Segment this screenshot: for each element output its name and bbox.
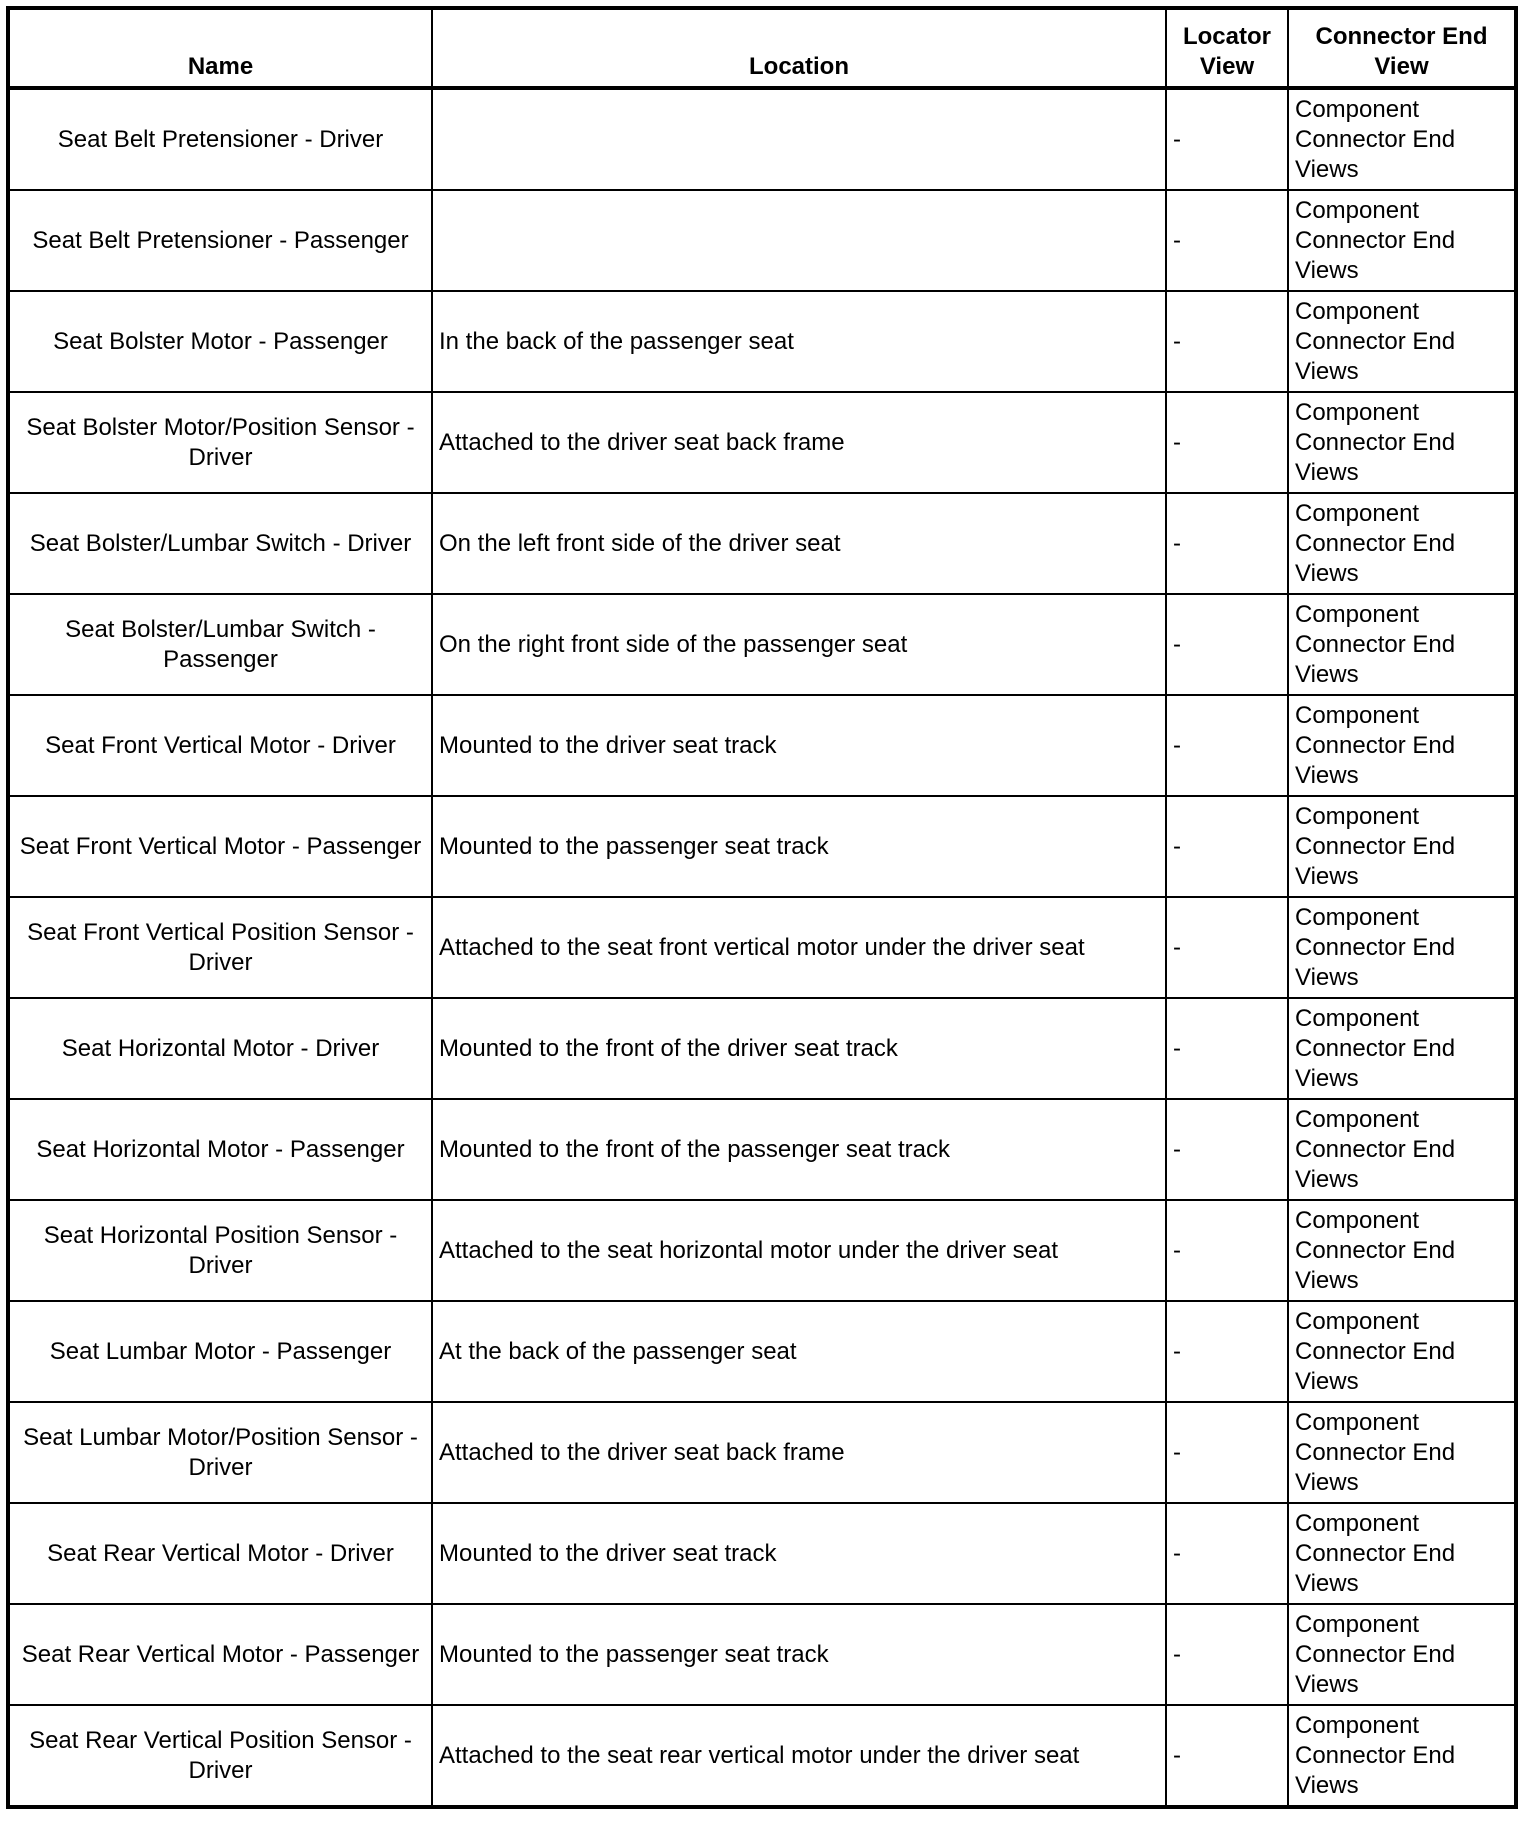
locator-view-cell[interactable]: - bbox=[1166, 1099, 1288, 1200]
table-row bbox=[8, 291, 1516, 392]
header-name: Name bbox=[8, 8, 432, 88]
name-cell: Seat Front Vertical Motor - Passenger bbox=[8, 796, 432, 897]
location-cell: Mounted to the driver seat track bbox=[432, 1503, 1166, 1604]
name-cell: Seat Belt Pretensioner - Passenger bbox=[8, 190, 432, 291]
connector-end-view-link[interactable]: Component Connector End Views bbox=[1288, 998, 1516, 1099]
locator-view-cell[interactable]: - bbox=[1166, 493, 1288, 594]
name-cell: Seat Horizontal Position Sensor - Driver bbox=[8, 1200, 432, 1301]
connector-end-view-link[interactable]: Component Connector End Views bbox=[1288, 1604, 1516, 1705]
name-cell: Seat Horizontal Motor - Driver bbox=[8, 998, 432, 1099]
name-cell: Seat Front Vertical Position Sensor - Driver bbox=[8, 897, 432, 998]
location-cell bbox=[432, 88, 1166, 190]
locator-view-cell[interactable]: - bbox=[1166, 1301, 1288, 1402]
location-cell: Mounted to the front of the driver seat track bbox=[432, 998, 1166, 1099]
table-row bbox=[8, 998, 1516, 1099]
locator-view-cell[interactable]: - bbox=[1166, 1200, 1288, 1301]
connector-end-view-link[interactable]: Component Connector End Views bbox=[1288, 796, 1516, 897]
locator-view-cell[interactable]: - bbox=[1166, 594, 1288, 695]
table-row bbox=[8, 88, 1516, 190]
locator-view-cell[interactable]: - bbox=[1166, 1503, 1288, 1604]
location-cell: Mounted to the passenger seat track bbox=[432, 1604, 1166, 1705]
locator-view-cell[interactable]: - bbox=[1166, 392, 1288, 493]
table-body bbox=[8, 88, 1516, 1807]
location-cell: Attached to the seat horizontal motor under the driver seat bbox=[432, 1200, 1166, 1301]
table-row bbox=[8, 1604, 1516, 1705]
location-cell bbox=[432, 190, 1166, 291]
table-row bbox=[8, 594, 1516, 695]
location-cell: Attached to the seat rear vertical motor under the driver seat bbox=[432, 1705, 1166, 1807]
connector-end-view-link[interactable]: Component Connector End Views bbox=[1288, 493, 1516, 594]
connector-end-view-link[interactable]: Component Connector End Views bbox=[1288, 594, 1516, 695]
table-row bbox=[8, 695, 1516, 796]
table-row bbox=[8, 1705, 1516, 1807]
location-cell: At the back of the passenger seat bbox=[432, 1301, 1166, 1402]
name-cell: Seat Lumbar Motor/Position Sensor - Driver bbox=[8, 1402, 432, 1503]
connector-end-view-link[interactable]: Component Connector End Views bbox=[1288, 1200, 1516, 1301]
table-row bbox=[8, 1200, 1516, 1301]
locator-view-cell[interactable]: - bbox=[1166, 1604, 1288, 1705]
locator-view-cell[interactable]: - bbox=[1166, 291, 1288, 392]
name-cell: Seat Bolster/Lumbar Switch - Driver bbox=[8, 493, 432, 594]
connector-end-view-link[interactable]: Component Connector End Views bbox=[1288, 392, 1516, 493]
table-row bbox=[8, 1402, 1516, 1503]
component-locator-table bbox=[6, 6, 1518, 1809]
connector-end-view-link[interactable]: Component Connector End Views bbox=[1288, 1099, 1516, 1200]
connector-end-view-link[interactable]: Component Connector End Views bbox=[1288, 695, 1516, 796]
locator-view-cell[interactable]: - bbox=[1166, 190, 1288, 291]
table-row bbox=[8, 190, 1516, 291]
locator-view-cell[interactable]: - bbox=[1166, 998, 1288, 1099]
header-row bbox=[8, 8, 1516, 88]
header-connector-end-view: Connector End View bbox=[1288, 8, 1516, 88]
name-cell: Seat Rear Vertical Position Sensor - Driver bbox=[8, 1705, 432, 1807]
connector-end-view-link[interactable]: Component Connector End Views bbox=[1288, 1402, 1516, 1503]
name-cell: Seat Rear Vertical Motor - Passenger bbox=[8, 1604, 432, 1705]
header-locator-view: Locator View bbox=[1166, 8, 1288, 88]
location-cell: In the back of the passenger seat bbox=[432, 291, 1166, 392]
name-cell: Seat Lumbar Motor - Passenger bbox=[8, 1301, 432, 1402]
location-cell: Attached to the driver seat back frame bbox=[432, 392, 1166, 493]
name-cell: Seat Front Vertical Motor - Driver bbox=[8, 695, 432, 796]
locator-view-cell[interactable]: - bbox=[1166, 1705, 1288, 1807]
table-row bbox=[8, 796, 1516, 897]
table-row bbox=[8, 493, 1516, 594]
connector-end-view-link[interactable]: Component Connector End Views bbox=[1288, 1301, 1516, 1402]
locator-view-cell[interactable]: - bbox=[1166, 1402, 1288, 1503]
name-cell: Seat Rear Vertical Motor - Driver bbox=[8, 1503, 432, 1604]
connector-end-view-link[interactable]: Component Connector End Views bbox=[1288, 1705, 1516, 1807]
table-row bbox=[8, 1099, 1516, 1200]
location-cell: Mounted to the passenger seat track bbox=[432, 796, 1166, 897]
table-row bbox=[8, 1503, 1516, 1604]
name-cell: Seat Bolster Motor/Position Sensor - Driver bbox=[8, 392, 432, 493]
locator-view-cell[interactable]: - bbox=[1166, 695, 1288, 796]
connector-end-view-link[interactable]: Component Connector End Views bbox=[1288, 1503, 1516, 1604]
connector-end-view-link[interactable]: Component Connector End Views bbox=[1288, 291, 1516, 392]
locator-view-cell[interactable]: - bbox=[1166, 88, 1288, 190]
connector-end-view-link[interactable]: Component Connector End Views bbox=[1288, 190, 1516, 291]
header-location: Location bbox=[432, 8, 1166, 88]
table-row bbox=[8, 392, 1516, 493]
table-row bbox=[8, 1301, 1516, 1402]
table-row bbox=[8, 897, 1516, 998]
locator-view-cell[interactable]: - bbox=[1166, 796, 1288, 897]
location-cell: On the left front side of the driver seat bbox=[432, 493, 1166, 594]
location-cell: On the right front side of the passenger seat bbox=[432, 594, 1166, 695]
name-cell: Seat Belt Pretensioner - Driver bbox=[8, 88, 432, 190]
connector-end-view-link[interactable]: Component Connector End Views bbox=[1288, 88, 1516, 190]
location-cell: Attached to the driver seat back frame bbox=[432, 1402, 1166, 1503]
location-cell: Mounted to the driver seat track bbox=[432, 695, 1166, 796]
locator-view-cell[interactable]: - bbox=[1166, 897, 1288, 998]
location-cell: Attached to the seat front vertical motor under the driver seat bbox=[432, 897, 1166, 998]
location-cell: Mounted to the front of the passenger seat track bbox=[432, 1099, 1166, 1200]
name-cell: Seat Bolster/Lumbar Switch - Passenger bbox=[8, 594, 432, 695]
name-cell: Seat Bolster Motor - Passenger bbox=[8, 291, 432, 392]
name-cell: Seat Horizontal Motor - Passenger bbox=[8, 1099, 432, 1200]
connector-end-view-link[interactable]: Component Connector End Views bbox=[1288, 897, 1516, 998]
